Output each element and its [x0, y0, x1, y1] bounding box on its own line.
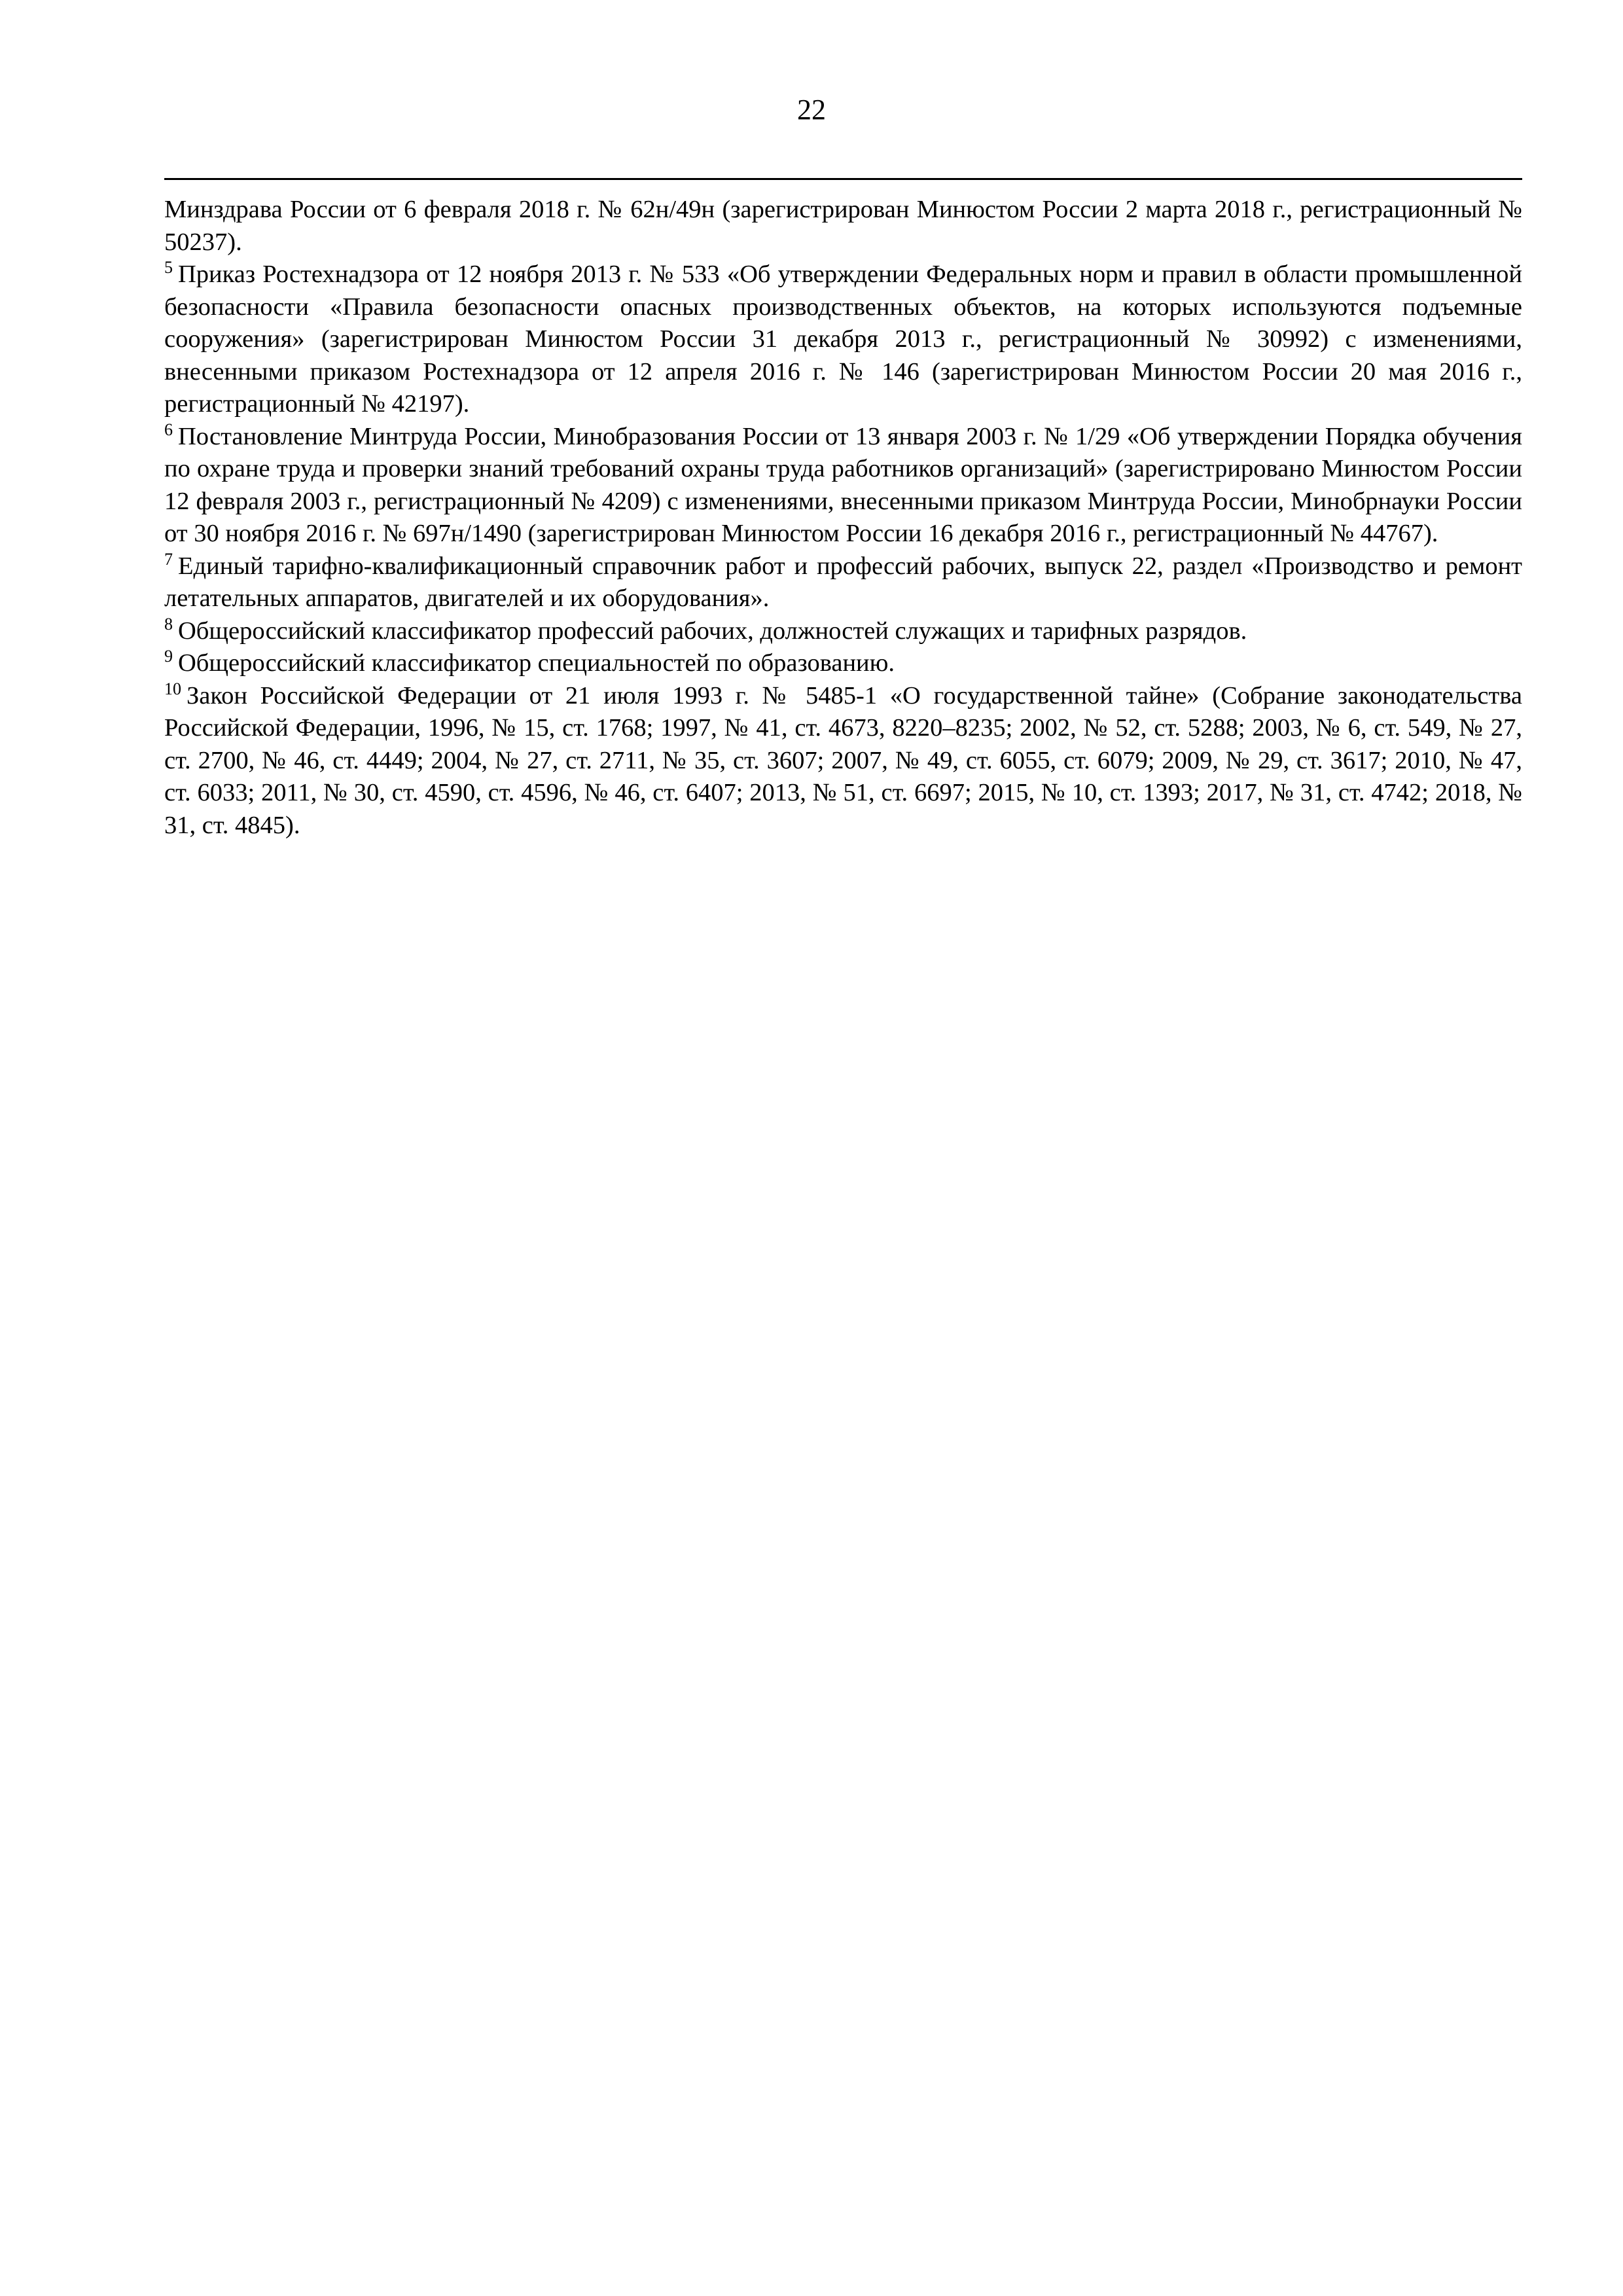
footnote-5: [164, 259, 1522, 421]
footnote-text: Закон Российской Федерации от 21 июля 1993 г. № 5485-1 «О государственной тайне» (Собрание законодательства Российской Федерации, 1996, № 15, ст. 1768; 1997, № 41, ст. 4673, 8220–8235; 2002, № 52, ст. 5288; 2003, № 6, ст. 549, № 27, ст. 2700, № 46, ст. 4449; 2004, № 27, ст. 2711, № 35, ст. 3607; 2007, № 49, ст. 6055, ст. 6079; 2009, № 29, ст. 3617; 2010, № 47, ст. 6033; 2011, № 30, ст. 4590, ст. 4596, № 46, ст. 6407; 2013, № 51, ст. 6697; 2015, № 10, ст. 1393; 2017, № 31, ст. 4742; 2018, № 31, ст. 4845).: [164, 681, 1522, 839]
footnote-mark: 6: [164, 420, 173, 439]
footnote-separator-line: [164, 178, 1522, 180]
footnote-text: Минздрава России от 6 февраля 2018 г. № 62н/49н (зарегистрирован Минюстом России 2 марта 2018 г., регистрационный № 50237).: [164, 196, 1522, 256]
footnote-text: Постановление Минтруда России, Минобразования России от 13 января 2003 г. № 1/29 «Об утверждении Порядка обучения по охране труда и проверки знаний требований охраны труда работников организаций» (зарегистрировано Минюстом России 12 февраля 2003 г., регистрационный № 4209) с изменениями, внесенными приказом Минтруда России, Минобрнауки России от 30 ноября 2016 г. № 697н/1490 (зарегистрирован Минюстом России 16 декабря 2016 г., регистрационный № 44767).: [164, 422, 1522, 547]
footnote-9: [164, 647, 1522, 680]
footnotes-section: [164, 194, 1522, 842]
footnote-10: [164, 680, 1522, 842]
footnote-7: [164, 550, 1522, 615]
footnote-mark: 5: [164, 258, 173, 278]
page-number: 22: [797, 94, 826, 126]
footnote-text: Единый тарифно-квалификационный справочник работ и профессий рабочих, выпуск 22, раздел «Производство и ремонт летательных аппаратов, двигателей и их оборудования».: [164, 552, 1522, 612]
footnote-text: Общероссийский классификатор профессий рабочих, должностей служащих и тарифных разрядов.: [178, 617, 1247, 645]
footnote-8: [164, 615, 1522, 648]
footnote-mark: 10: [164, 679, 181, 698]
footnote-text: Общероссийский классификатор специальностей по образованию.: [178, 649, 895, 677]
footnote-continuation: [164, 194, 1522, 259]
footnote-6: [164, 421, 1522, 550]
footnote-mark: 7: [164, 549, 173, 569]
footnote-mark: 8: [164, 614, 173, 634]
footnote-text: Приказ Ростехнадзора от 12 ноября 2013 г. № 533 «Об утверждении Федеральных норм и правил в области промышленной безопасности «Правила безопасности опасных производственных объектов, на которых используются подъемные сооружения» (зарегистрирован Минюстом России 31 декабря 2013 г., регистрационный № 30992) с изменениями, внесенными приказом Ростехнадзора от 12 апреля 2016 г. № 146 (зарегистрирован Минюстом России 20 мая 2016 г., регистрационный № 42197).: [164, 260, 1522, 418]
footnote-mark: 9: [164, 647, 173, 666]
